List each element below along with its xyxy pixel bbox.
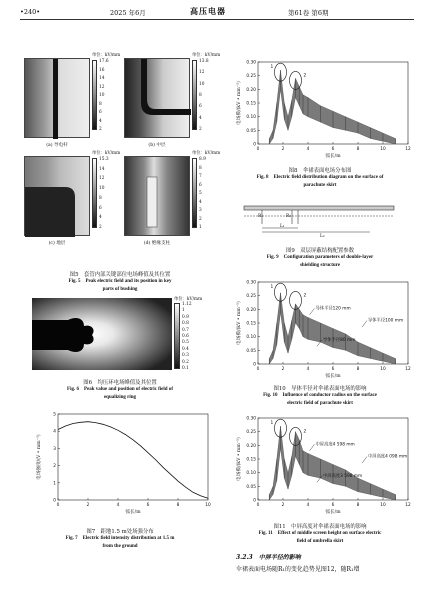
fig10-peak-label: 2 — [303, 293, 307, 299]
fig8-xtick-label: 6 — [331, 147, 335, 152]
fig6-tick: 1 — [182, 308, 185, 314]
fig5-panel-0-tick: 14 — [99, 76, 105, 81]
fig10-ytick-label: 0.25 — [246, 294, 256, 300]
fig5-caption-en-1: Fig. 5 Peak electric field and its position in key — [68, 279, 172, 284]
fig5-middle-layer — [141, 59, 191, 115]
fig11-xtick-label: 2 — [281, 503, 285, 508]
fig10-ytick-label: 0.30 — [246, 280, 256, 286]
section-heading: 3.2.3 中屏半径的影响 — [236, 554, 301, 561]
fig11-xtick-label: 10 — [380, 503, 386, 508]
fig5-panel-1-tick: 13.8 — [199, 59, 209, 64]
fig6-tick: 0.9 — [182, 314, 189, 320]
fig5-panel-3-tick: 4 — [199, 199, 202, 205]
body-text: 伞裙表面电场随R₁的变化趋势见图12，随R₁增 — [236, 566, 360, 573]
fig10-caption-cn: 图10 导体半径对伞裙表面电场的影响 — [273, 386, 367, 392]
fig8-xtick-label: 2 — [281, 147, 285, 152]
fig11-legend-entry: 中屏高度4 598 mm — [315, 442, 355, 448]
fig5-panel-0-tick: 10 — [99, 93, 105, 98]
fig11-caption-cn: 图11 中屏高度对伞裙表面电场的影响 — [273, 524, 367, 530]
fig7-ytick-label: 3 — [53, 446, 56, 452]
fig7-series-line — [58, 422, 208, 499]
fig5-panel-1-tick: 8 — [199, 93, 202, 98]
fig5-panel-2-colorbar — [92, 158, 97, 228]
fig5-panel-0-unit: 单位：kV/mm — [92, 53, 121, 58]
fig5-panel-3-unit: 单位：kV/mm — [192, 151, 221, 156]
fig11-ytick-label: 0.20 — [246, 443, 256, 449]
fig8-ylabel: 电场模/(kV • mm⁻¹) — [237, 81, 242, 125]
fig7-ytick-label: 4 — [53, 429, 56, 435]
fig10-caption-en-1: Fig. 10 Influence of conductor radius on the surface — [263, 393, 377, 398]
fig5-panel-0-svg — [25, 59, 91, 139]
fig5-panel-2-tick: 4 — [99, 215, 102, 221]
fig9-label-r1: R₁ — [258, 214, 263, 219]
issue-date: 2025 年6月 — [110, 9, 146, 17]
fig5-panel-3-colorbar — [192, 158, 197, 228]
fig10-band — [269, 293, 395, 364]
fig11-caption-en-2: field of umbrella skirt — [296, 539, 344, 544]
fig6-tick: 0.2 — [182, 359, 189, 365]
fig5-panel-0 — [24, 58, 90, 138]
fig10-caption-en-2: electric field of parachute skirt — [287, 401, 353, 406]
fig11-xtick-label: 0 — [256, 503, 260, 508]
fig7-ytick-label: 2 — [53, 464, 56, 470]
fig8-band — [269, 70, 395, 144]
fig9-outer-shield — [244, 206, 394, 210]
fig6-tick: 0.8 — [182, 321, 189, 327]
fig5-panel-3-tick: 5 — [199, 191, 202, 196]
fig5-conductor-rod — [53, 59, 58, 139]
fig8-xtick-label: 12 — [405, 147, 411, 152]
fig5-panel-0-tick: 6 — [99, 110, 102, 115]
fig5-panel-3-label: (d) 绝缘支柱 — [143, 241, 171, 246]
header-rule — [20, 19, 414, 20]
fig10-ylabel: 电场模/(kV • mm⁻¹) — [237, 301, 242, 345]
fig8-xtick-label: 8 — [356, 147, 360, 152]
fig11-ytick-label: 0 — [253, 498, 256, 504]
fig8-xtick-label: 4 — [306, 147, 310, 152]
fig11-xtick-label: 4 — [306, 503, 310, 508]
fig7-xtick-label: 2 — [86, 503, 90, 508]
fig11-peak-label: 2 — [303, 429, 307, 435]
fig11-caption-en-1: Fig. 11 Effect of middle screen height on surface electric — [258, 531, 382, 536]
fig11-ytick-label: 0.05 — [246, 484, 256, 490]
fig11-peak-label: 1 — [270, 421, 274, 427]
fig6-tick: 0.4 — [182, 346, 189, 352]
fig5-panel-0-colorbar — [92, 60, 97, 130]
fig10-xtick-label: 0 — [256, 367, 260, 372]
fig7-xtick-label: 4 — [116, 503, 120, 508]
fig5-panel-2-svg — [25, 157, 91, 237]
fig5-panel-1-label: (b) 中层 — [148, 143, 166, 148]
fig5-panel-0-label: (a) 导电杆 — [46, 143, 68, 148]
fig11-xtick-label: 8 — [356, 503, 360, 508]
fig5-ground-layer — [25, 187, 75, 237]
fig5-panel-1-tick: 6 — [199, 104, 202, 110]
fig11-legend-entry: 中屏高度3 598 mm — [323, 473, 363, 479]
fig8-peak-label: 1 — [270, 65, 274, 71]
fig9-label-l1: L₁ — [280, 224, 285, 229]
fig10-legend-entry: 导体半径80 mm — [323, 337, 356, 343]
fig10-xtick-label: 2 — [281, 367, 285, 372]
fig5-panel-1-tick: 12 — [199, 70, 205, 76]
fig11-legend-leader — [362, 457, 367, 463]
fig5-panel-1-colorbar — [192, 60, 197, 130]
fig5-panel-0-tick: 16 — [99, 67, 105, 73]
fig5-panel-3-tick: 8.9 — [199, 157, 206, 162]
fig8-xtick-label: 0 — [256, 147, 260, 152]
fig5-panel-3-tick: 8 — [199, 165, 202, 171]
fig8-caption-cn: 图8 伞裙表面电场分布图 — [288, 168, 352, 174]
fig6-tick: 0.1 — [182, 366, 189, 371]
fig7-caption-en-2: from the ground — [102, 544, 138, 549]
fig5-panel-2-tick: 10 — [99, 186, 105, 192]
fig5-panel-1-tick: 2 — [199, 127, 202, 132]
fig7-chart — [22, 408, 218, 522]
fig5-caption-cn: 图5 套管内部关键部位电场峰值及其位置 — [69, 272, 171, 278]
fig5-panel-0-tick: 8 — [99, 101, 102, 107]
fig11-xtick-label: 12 — [405, 503, 411, 508]
fig10-xtick-label: 10 — [380, 367, 386, 372]
fig5-panel-2-tick: 2 — [99, 225, 102, 230]
fig5-panel-1-tick: 4 — [199, 115, 202, 121]
fig11-xtick-label: 6 — [331, 503, 335, 508]
fig7-ytick-label: 1 — [53, 481, 56, 487]
fig5-panel-3-tick: 6 — [199, 182, 202, 188]
fig11-ytick-label: 0.15 — [246, 457, 256, 463]
fig7-xlabel: 弧长/m — [125, 510, 141, 515]
fig10-legend-leader — [310, 308, 315, 314]
fig11-ylabel: 电场模/(kV • mm⁻¹) — [237, 437, 242, 481]
fig11-chart — [226, 412, 416, 520]
fig8-ytick-label: 0.30 — [246, 60, 256, 66]
fig5-panel-3 — [124, 156, 190, 236]
fig8-xlabel: 弧长/m — [325, 154, 341, 159]
fig10-peak-label: 1 — [270, 285, 274, 291]
fig7-caption-cn: 图7 距地1.5 m处场强分布 — [86, 529, 154, 535]
fig11-legend-entry: 中屏高度4 098 mm — [368, 454, 408, 460]
fig7-xtick-label: 6 — [146, 503, 150, 508]
fig10-chart — [226, 276, 416, 384]
fig7-xtick-label: 8 — [176, 503, 180, 508]
fig5-panel-2 — [24, 156, 90, 236]
fig7-xtick-label: 0 — [56, 503, 60, 508]
fig5-panel-1-svg — [125, 59, 191, 139]
fig7-ylabel: 电场强度/(V • mm⁻¹) — [37, 434, 42, 480]
fig5-panel-3-tick: 3 — [199, 208, 202, 213]
fig5-panel-2-label: (c) 地层 — [48, 241, 66, 246]
page-number: •240• — [20, 8, 41, 16]
fig7-xtick-label: 10 — [205, 503, 211, 508]
fig5-panel-1-unit: 单位：kV/mm — [192, 53, 221, 58]
fig7-ytick-label: 0 — [53, 498, 56, 504]
fig8-ytick-label: 0.15 — [246, 101, 256, 107]
fig10-ytick-label: 0.20 — [246, 307, 256, 313]
fig10-ytick-label: 0.05 — [246, 348, 256, 354]
fig10-xlabel: 弧长/m — [325, 374, 341, 379]
fig5-insulating-pillar — [147, 177, 157, 227]
fig6-field-map — [32, 298, 172, 370]
fig10-ytick-label: 0.15 — [246, 321, 256, 327]
fig7-caption-en-1: Fig. 7 Electric field intensity distribution at 1.5 m — [65, 536, 175, 541]
fig5-panel-2-tick: 8 — [99, 195, 102, 201]
fig10-ytick-label: 0.10 — [246, 335, 256, 341]
fig6-tick: 0.3 — [182, 353, 189, 359]
fig5-caption-en-2: parts of bushing — [102, 287, 138, 292]
fig10-legend-entry: 导体半径120 mm — [315, 306, 351, 312]
fig6-colorbar — [174, 303, 180, 369]
fig11-ytick-label: 0.10 — [246, 471, 256, 477]
fig6-tick: 0.6 — [182, 334, 189, 339]
fig5-panel-2-tick: 6 — [99, 205, 102, 211]
fig5-panel-0-tick: 17.6 — [99, 59, 109, 64]
fig5-panel-1-tick: 10 — [199, 81, 205, 87]
fig5-panel-2-tick: 12 — [99, 176, 105, 182]
fig6-caption-en-1: Fig. 6 Peak value and position of electric field of — [67, 387, 173, 392]
fig9-label-l2: L₂ — [320, 234, 325, 239]
fig6-tick: 0.7 — [182, 327, 189, 333]
fig8-caption-en-2: parachute skirt — [303, 183, 337, 188]
fig6-unit: 单位：kV/mm — [174, 297, 203, 302]
fig9-caption-cn: 图9 双层屏蔽结构配置参数 — [285, 248, 355, 254]
fig6-caption-en-2: equalizing ring — [103, 395, 137, 400]
fig8-ytick-label: 0.10 — [246, 115, 256, 121]
fig5-panel-3-svg — [125, 157, 191, 237]
fig10-xtick-label: 12 — [405, 367, 411, 372]
fig5-panel-0-tick: 2 — [99, 127, 102, 132]
fig6-tick: 1.12 — [182, 302, 192, 307]
fig8-ytick-label: 0.05 — [246, 128, 256, 134]
volume-info: 第61卷 第6期 — [288, 9, 329, 17]
fig5-panel-2-tick: 14 — [99, 166, 105, 172]
fig10-legend-leader — [362, 321, 367, 327]
fig5-panel-0-tick: 12 — [99, 84, 105, 90]
fig6-tick: 0.5 — [182, 340, 189, 346]
fig11-legend-leader — [310, 444, 315, 450]
fig7-ytick-label: 5 — [53, 412, 56, 418]
fig10-xtick-label: 8 — [356, 367, 360, 372]
fig10-ytick-label: 0 — [253, 362, 256, 368]
fig5-panel-1 — [124, 58, 190, 138]
fig8-ytick-label: 0 — [253, 142, 256, 148]
fig6-field-svg — [32, 298, 172, 370]
fig8-ytick-label: 0.20 — [246, 87, 256, 93]
fig11-ytick-label: 0.30 — [246, 416, 256, 422]
fig5-panel-3-tick: 1 — [199, 225, 202, 230]
fig5-panel-2-tick: 15.3 — [99, 157, 109, 162]
fig9-label-r2: R₂ — [286, 214, 291, 219]
fig8-caption-en-1: Fig. 8 Electric field distribution diagram on the surface of — [256, 175, 384, 180]
fig9-caption-en-2: shielding structure — [299, 263, 341, 268]
fig5-panel-0-tick: 4 — [99, 118, 102, 124]
fig5-panel-3-tick: 7 — [199, 174, 202, 179]
fig8-peak-label: 2 — [303, 73, 307, 79]
fig11-xlabel: 弧长/m — [325, 510, 341, 515]
fig10-legend-entry: 导体半径100 mm — [368, 318, 404, 324]
fig11-ytick-label: 0.25 — [246, 430, 256, 436]
fig8-ytick-label: 0.25 — [246, 74, 256, 80]
fig6-caption-cn: 图6 均压环电场峰值及其位置 — [83, 380, 157, 386]
fig8-xtick-label: 10 — [380, 147, 386, 152]
fig9-caption-en-1: Fig. 9 Configuration parameters of double-layer — [266, 255, 374, 260]
fig5-panel-2-unit: 单位：kV/mm — [92, 151, 121, 156]
fig10-xtick-label: 4 — [306, 367, 310, 372]
fig5-panel-3-tick: 2 — [199, 216, 202, 222]
fig8-chart — [226, 56, 416, 166]
journal-title: 高压电器 — [190, 6, 226, 16]
fig10-xtick-label: 6 — [331, 367, 335, 372]
